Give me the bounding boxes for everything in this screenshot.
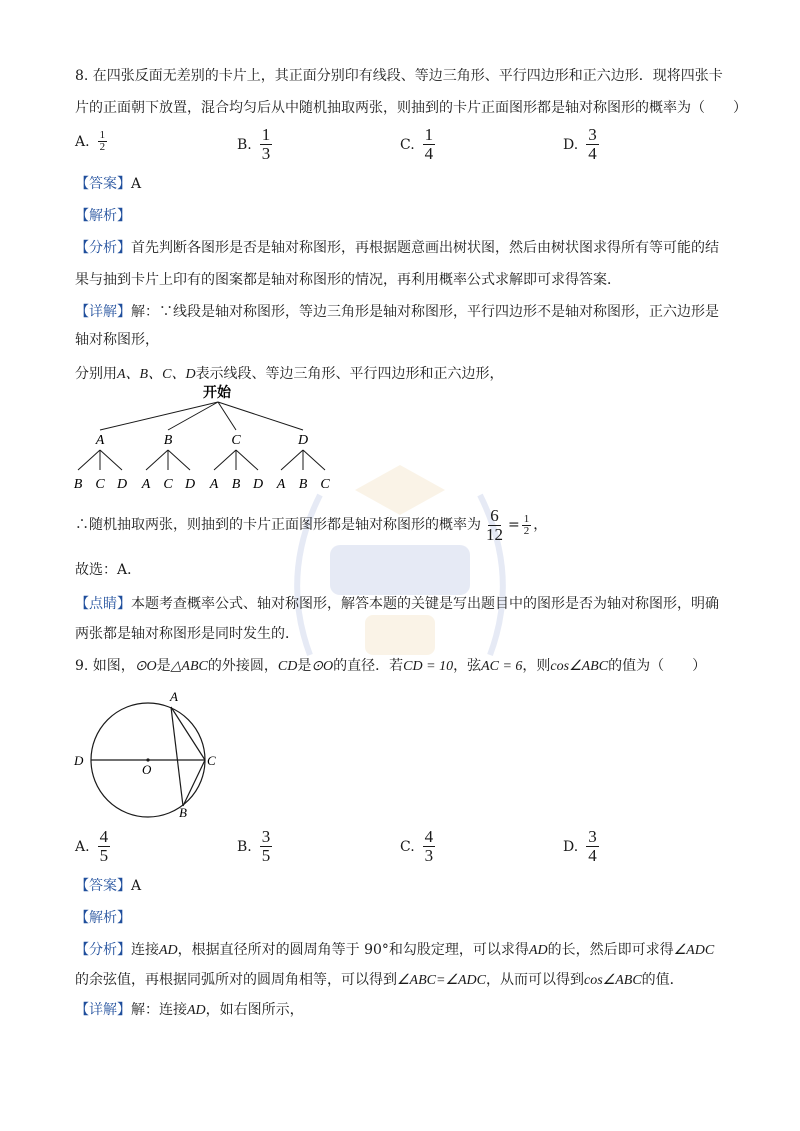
tree-branch-a: A [95, 433, 105, 448]
answer-value: A [131, 176, 142, 192]
q8-analysis-line-2: 果与抽到卡片上印有的图案都是轴对称图形的情况，再利用概率公式求解即可求得答案． [75, 272, 621, 288]
tree-leaf: C [163, 477, 173, 492]
denominator: 3 [261, 144, 271, 163]
tree-leaf: C [95, 477, 105, 492]
q9-analysis-line-1 [75, 940, 714, 961]
numerator: 3 [261, 827, 271, 846]
q8-option-d [563, 126, 599, 163]
detail-text: ，如右图所示， [205, 1002, 304, 1018]
q9-option-c [400, 828, 435, 865]
tree-leaf: D [252, 477, 264, 492]
answer-tag: 【答案】 [75, 878, 131, 894]
analysis-math: cos∠ABC [584, 973, 642, 988]
numerator: 1 [99, 129, 106, 141]
tree-leaf: B [298, 477, 308, 492]
option-letter: A. [75, 838, 90, 855]
numerator: 6 [490, 505, 499, 525]
q8-option-b [237, 126, 272, 163]
stem-text: 的外接圆， [207, 658, 278, 674]
q9-option-a [75, 828, 110, 865]
detail-math: AD [187, 1003, 206, 1018]
denominator: 2 [99, 141, 106, 153]
denominator: 2 [523, 524, 530, 537]
comment-text: 本题考查概率公式、轴对称图形，解答本题的关键是写出题目中的图形是否为轴对称图形，明确 [131, 596, 719, 612]
q9-option-b [237, 828, 272, 865]
point-a-label: A [170, 689, 178, 704]
analysis-text: 首先判断各图形是否是轴对称图形，再根据题意画出树状图，然后由树状图求得所有等可能的结 [131, 240, 719, 256]
stem-math: △ABC [170, 659, 208, 674]
circle-figure [70, 688, 230, 818]
detail-text: 分别用 [75, 366, 117, 382]
q9-option-d [563, 828, 599, 865]
analysis-text: 的值． [641, 972, 684, 988]
stem-text: ，则 [522, 658, 551, 674]
option-letter: B. [237, 838, 252, 855]
q9-stem [75, 656, 706, 677]
option-letter: D. [563, 838, 579, 855]
stem-math: ⊙O [134, 659, 157, 674]
denominator: 12 [486, 524, 503, 544]
point-b-label: B [179, 805, 187, 818]
option-letter: C. [400, 838, 415, 855]
tree-leaf: A [276, 477, 286, 492]
analysis-tag: 【分析】 [75, 240, 131, 256]
q9-detail-line-1 [75, 1000, 304, 1021]
numerator: 1 [523, 512, 530, 525]
denominator: 5 [261, 846, 271, 865]
stem-math: ⊙O [311, 659, 334, 674]
analysis-text: 的余弦值，再根据同弧所对的圆周角相等，可以得到 [75, 972, 397, 988]
q8-choose: 故选：A． [75, 562, 142, 578]
comment-tag: 【点睛】 [75, 596, 131, 612]
analysis-math: ∠ABC=∠ADC [397, 973, 486, 988]
tree-leaf: D [184, 477, 196, 492]
q8-jiexi-tag: 【解析】 [75, 208, 131, 224]
tree-root: 开始 [203, 386, 231, 401]
q8-comment-line-2: 两张都是轴对称图形是同时发生的． [75, 626, 299, 642]
answer-value: A [131, 878, 142, 894]
stem-text: 的直径．若 [333, 658, 404, 674]
tree-leaf: C [320, 477, 330, 492]
q8-stem-line-1: 8. 在四张反面无差别的卡片上，其正面分别印有线段、等边三角形、平行四边形和正六边形．现将四张卡 [75, 68, 723, 84]
q8-answer [75, 174, 141, 194]
option-letter: A. [75, 133, 90, 150]
denominator: 4 [424, 144, 434, 163]
point-c-label: C [207, 753, 216, 768]
numerator: 4 [424, 827, 434, 846]
analysis-text: ，从而可以得到 [486, 972, 584, 988]
option-letter: D. [563, 136, 579, 153]
tree-leaf: D [116, 477, 128, 492]
detail-tag: 【详解】 [75, 304, 131, 320]
tree-diagram [70, 382, 350, 494]
q9-jiexi-tag: 【解析】 [75, 910, 131, 926]
stem-text: 9. 如图， [75, 658, 135, 674]
equals-sign: = [508, 517, 520, 533]
analysis-tag: 【分析】 [75, 942, 131, 958]
denominator: 4 [588, 144, 597, 163]
q8-detail-line-1 [75, 302, 719, 322]
stem-math: CD [277, 659, 298, 674]
q9-answer [75, 876, 141, 896]
numerator: 3 [588, 827, 597, 846]
tree-leaf: B [73, 477, 83, 492]
stem-text: 是 [297, 658, 312, 674]
stem-text: 是 [156, 658, 171, 674]
numerator: 3 [588, 125, 597, 144]
stem-math: cos∠ABC [550, 659, 609, 674]
analysis-math: ∠ADC [673, 943, 715, 958]
q8-analysis-line-1 [75, 238, 719, 258]
denominator: 5 [99, 846, 109, 865]
point-d-label: D [74, 753, 84, 768]
detail-letters: A、B、C、D [117, 367, 196, 382]
tree-leaf: A [209, 477, 219, 492]
answer-tag: 【答案】 [75, 176, 131, 192]
analysis-math: AD [528, 943, 548, 958]
conclusion-text: ∴随机抽取两张，则抽到的卡片正面图形都是轴对称图形的概率为 [75, 517, 481, 533]
analysis-text: 连接 [131, 942, 159, 958]
q9-analysis-line-2 [75, 970, 684, 991]
tree-branch-c: C [231, 433, 241, 448]
tree-branch-b: B [163, 433, 173, 448]
stem-math: AC = 6 [481, 659, 523, 674]
tree-leaf: B [231, 477, 241, 492]
analysis-text: 的长，然后即可求得 [547, 942, 674, 958]
point-o-label: O [142, 762, 152, 777]
denominator: 4 [588, 846, 597, 865]
tree-leaf: A [141, 477, 151, 492]
option-letter: C. [400, 136, 415, 153]
q8-conclusion [75, 506, 547, 544]
q8-detail-line-2: 轴对称图形， [75, 332, 159, 348]
numerator: 1 [261, 125, 271, 144]
q8-option-a [75, 130, 107, 153]
option-letter: B. [237, 136, 252, 153]
detail-text: 解：连接 [131, 1002, 187, 1018]
stem-text: ，弦 [453, 658, 482, 674]
analysis-math: AD [159, 943, 178, 958]
detail-text: 解：∵线段是轴对称图形，等边三角形是轴对称图形，平行四边形不是轴对称图形，正六边形是 [131, 304, 719, 320]
tree-branch-d: D [297, 433, 309, 448]
stem-text: 的值为（ ） [608, 658, 707, 674]
detail-tag: 【详解】 [75, 1002, 131, 1018]
denominator: 3 [424, 846, 434, 865]
q8-comment-line-1 [75, 594, 719, 614]
analysis-text: ，根据直径所对的圆周角等于 90°和勾股定理，可以求得 [177, 942, 529, 958]
numerator: 4 [99, 827, 109, 846]
q8-option-c [400, 126, 435, 163]
stem-math: CD = 10 [403, 659, 454, 674]
q8-stem-line-2: 片的正面朝下放置，混合均匀后从中随机抽取两张，则抽到的卡片正面图形都是轴对称图形的概率为（ ） [75, 100, 747, 116]
conclusion-text: ， [533, 517, 548, 533]
numerator: 1 [424, 125, 434, 144]
detail-text: 表示线段、等边三角形、平行四边形和正六边形， [195, 366, 504, 382]
